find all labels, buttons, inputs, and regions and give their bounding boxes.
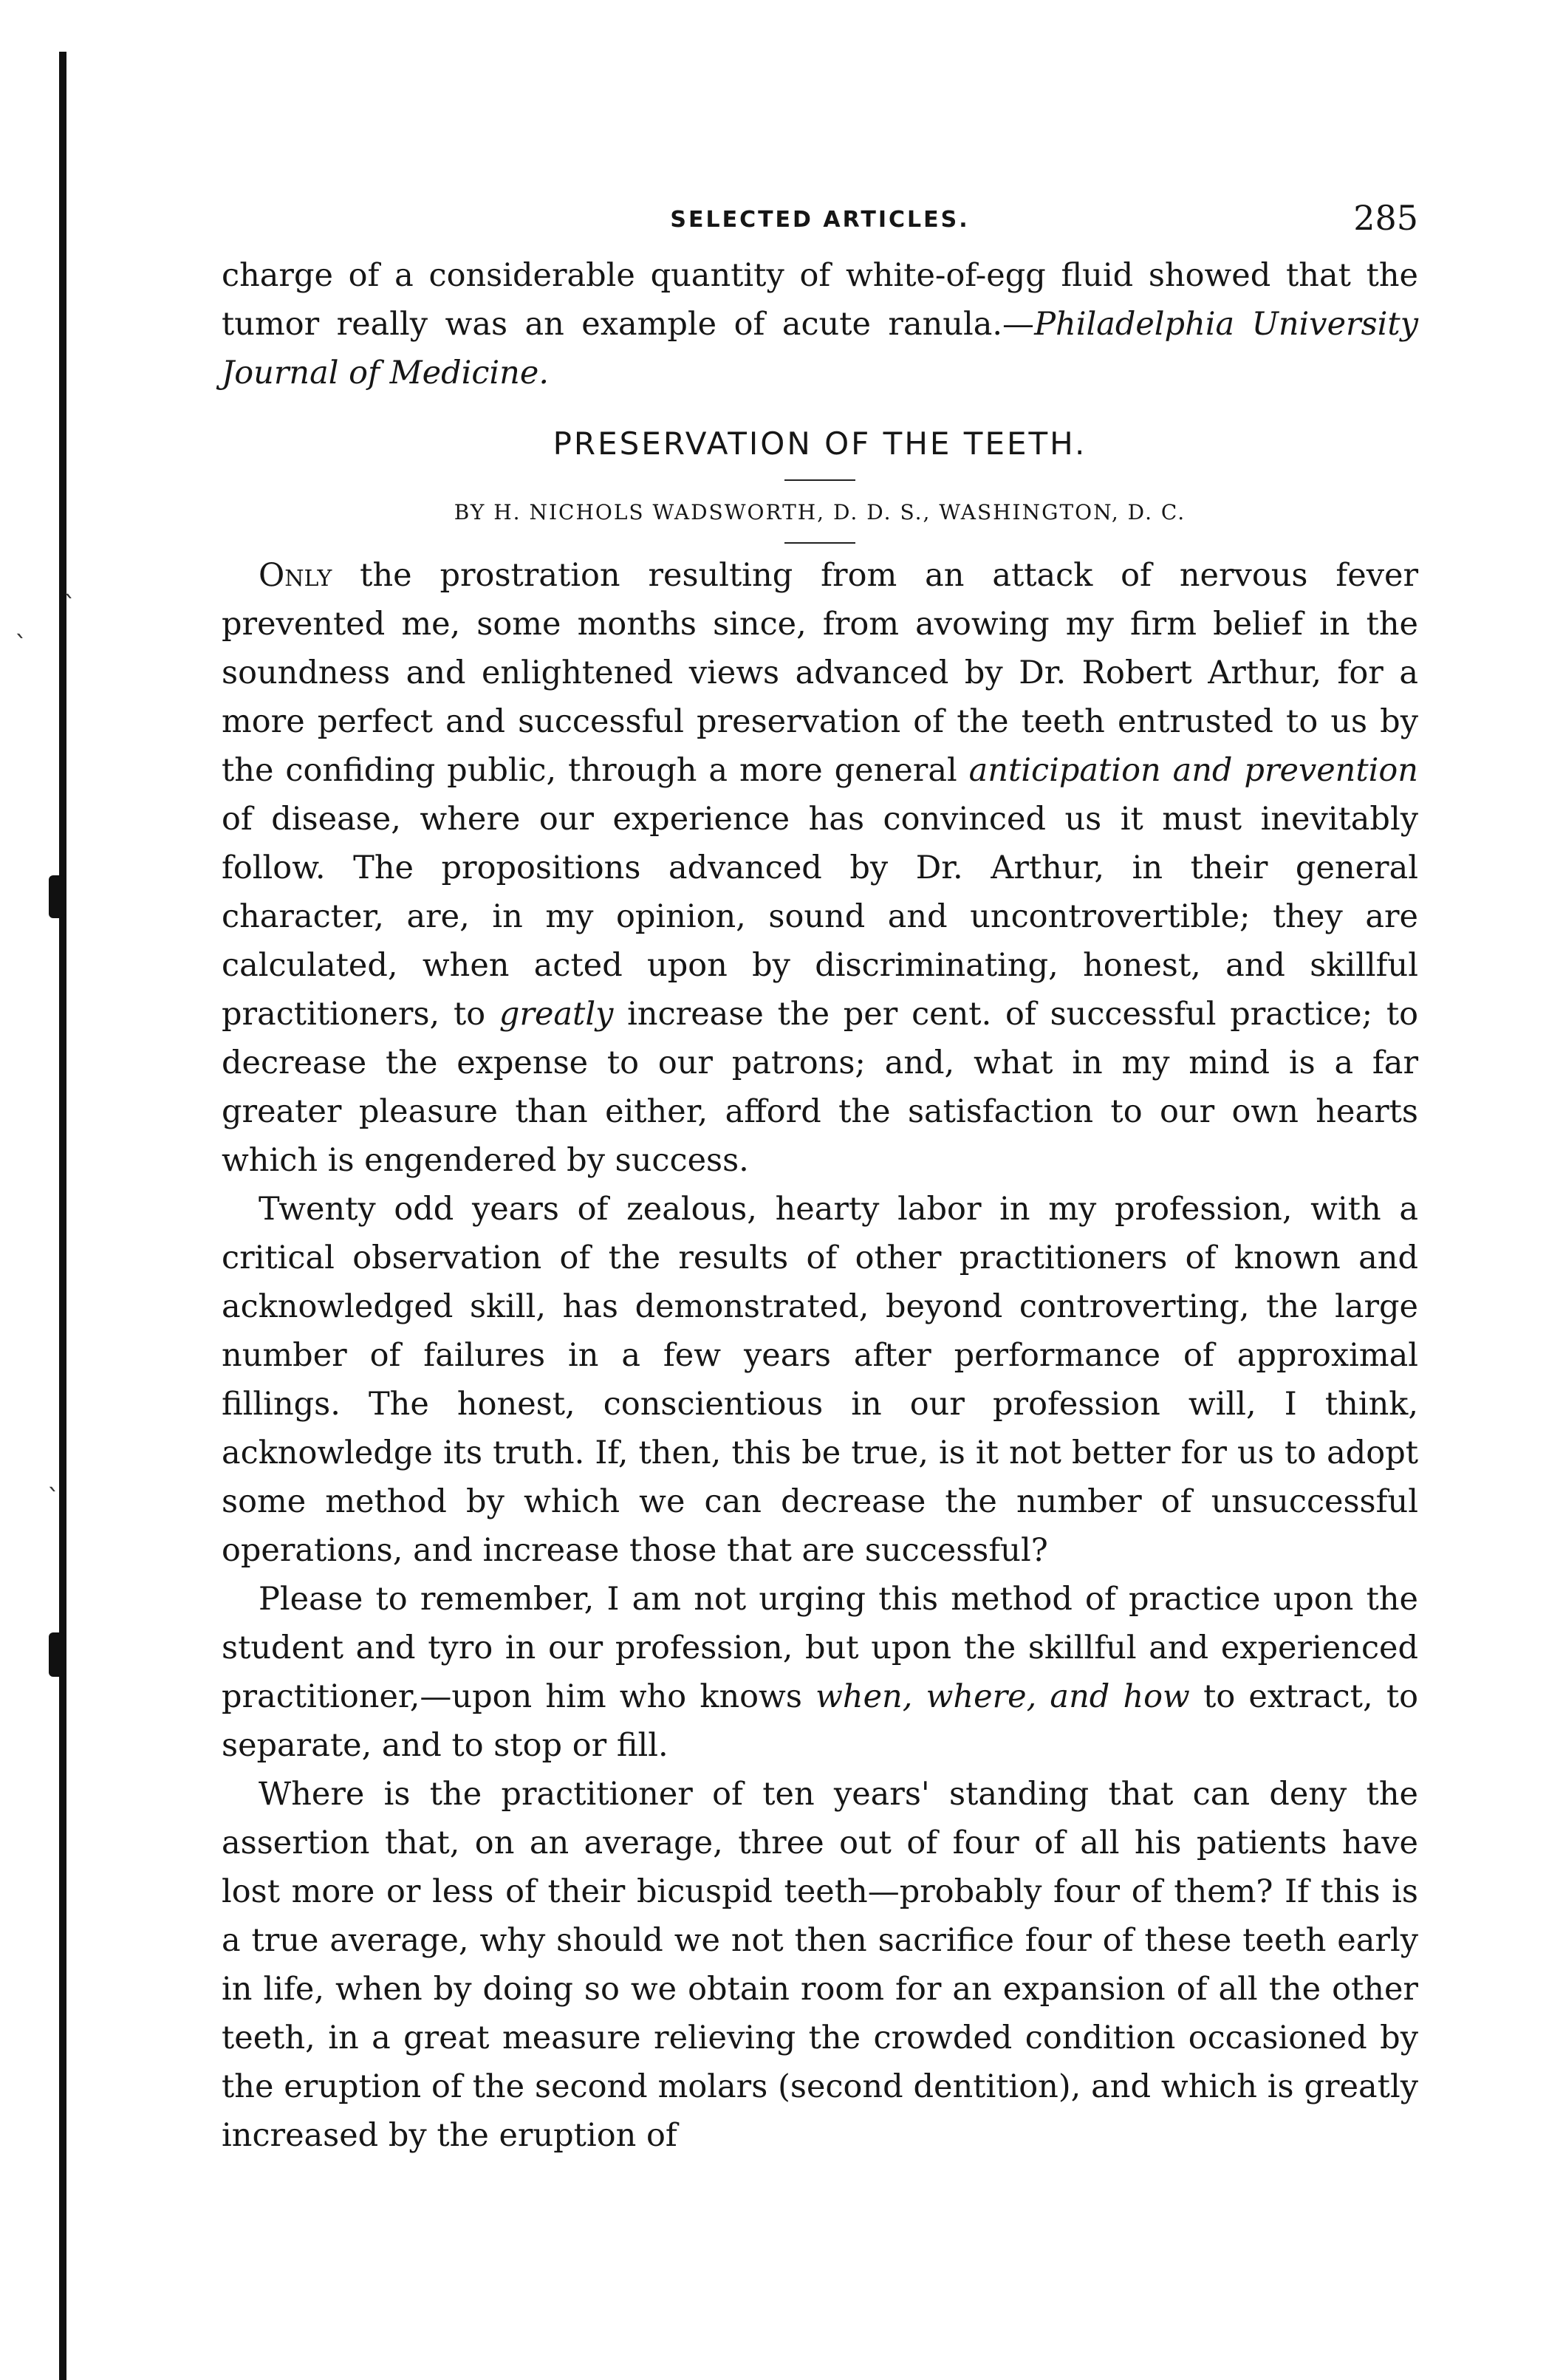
paragraph-4: Where is the practitioner of ten years' standing that can deny the assertion that, on an average, three out of four of all his patients have lost more or less of their bicuspid teeth—probably four of them? If this is a true average, why should we not then sacrifice four of these teeth early in life, when by doing so we obtain room for an expansion of all the other teeth, in a great measure relieving the crowded condition occasioned by the eruption of the second molars (second dentition), and which is greatly increased by the eruption of: [222, 1776, 1418, 2154]
paragraph-1: [222, 551, 1418, 1185]
opening-word: Only: [259, 557, 332, 594]
article-body: [222, 551, 1418, 2160]
source-citation: Philadelphia University Journal of Medicine.: [222, 306, 1418, 391]
margin-tick-mark: ˋ: [64, 591, 76, 620]
paragraph-3: [222, 1575, 1418, 1770]
continuation-paragraph: [222, 251, 1418, 397]
running-head: [222, 185, 1418, 251]
margin-tick-mark: ˎ: [47, 1463, 60, 1492]
paragraph-2: Twenty odd years of zealous, hearty labor in my profession, with a critical observation of the results of other practitioners of known and acknowledged skill, has demonstrated, beyond controverting, the large number of failures in a few years after performance of approximal fillings. The honest, conscientious in our profession will, I think, acknowledge its truth. If, then, this be true, is it not better for us to adopt some method by which we can decrease the number of unsuccessful operations, and increase those that are successful?: [222, 1191, 1418, 1569]
margin-tick-mark: ˎ: [15, 609, 27, 639]
binding-edge: [59, 52, 66, 2380]
paragraph-1-italic-a: anticipation and prevention: [968, 752, 1418, 789]
paragraph-3-text-a: Please to remember, I am not urging this method of practice upon the student and tyro in our profession, but upon the skillful and experienced practitioner,—upon him who knows: [222, 1581, 1418, 1715]
article-title: PRESERVATION OF THE TEETH.: [553, 425, 1087, 462]
continuation-text: charge of a considerable quantity of white-of-egg fluid showed that the tumor really was an example of acute ranula.—: [222, 257, 1418, 343]
byline-rule: [784, 542, 855, 544]
margin-ink-mark: [49, 1632, 65, 1677]
page-number: 285: [1353, 198, 1418, 238]
paragraph-3-text-b: to extract, to separate, and to stop or fill.: [222, 1678, 1418, 1764]
paragraph-3-italic: when, where, and how: [815, 1678, 1190, 1715]
paragraph-1-italic-b: greatly: [499, 996, 614, 1033]
article-byline: BY H. NICHOLS WADSWORTH, D. D. S., WASHINGTON, D. C.: [454, 500, 1186, 524]
paragraph-1-text-b: of disease, where our experience has convinced us it must inevitably follow. The propositions advanced by Dr. Arthur, in their general character, are, in my opinion, sound and uncontrovertible; they are calculated, when acted upon by discriminating, honest, and skillful practitioners, to: [222, 801, 1418, 1033]
paragraph-1-text-c: increase the per cent. of successful practice; to decrease the expense to our patrons; and, what in my mind is a far greater pleasure than either, afford the satisfaction to our own hearts which is engendered by success.: [222, 996, 1418, 1179]
paragraph-1-text-a: the prostration resulting from an attack of nervous fever prevented me, some months since, from avowing my firm belief in the soundness and enlightened views advanced by Dr. Robert Arthur, for a more perfect and successful preservation of the teeth entrusted to us by the confiding public, through a more general: [222, 557, 1418, 789]
margin-ink-mark: [49, 875, 65, 918]
title-rule: [784, 479, 855, 481]
running-title: SELECTED ARTICLES.: [670, 207, 970, 233]
book-page: [222, 185, 1418, 2160]
